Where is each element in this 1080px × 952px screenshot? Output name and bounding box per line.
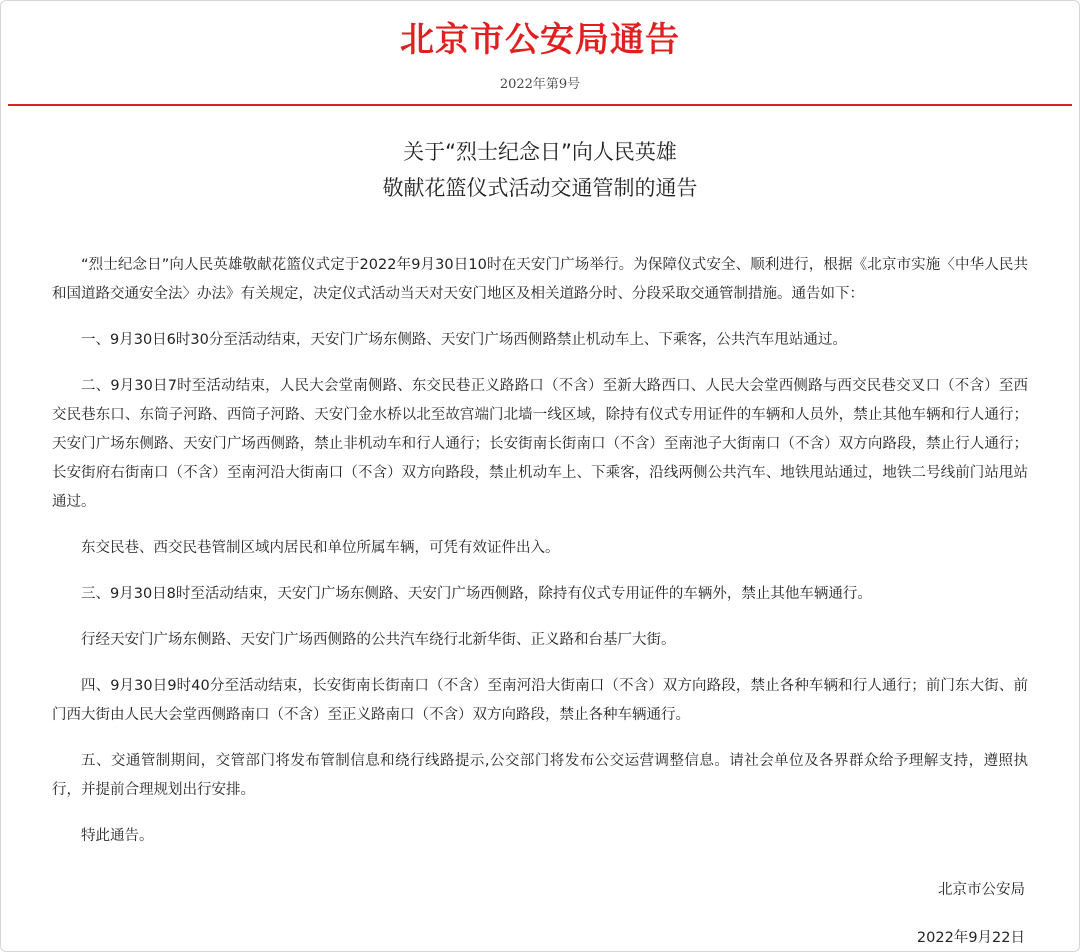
issuer-signature: 北京市公安局 [938, 882, 1025, 898]
document-number: 2022年第9号 [499, 77, 581, 92]
notice-body [52, 251, 1028, 868]
issuer-heading: 北京市公安局通告 [400, 20, 680, 60]
clause-3-note-paragraph: 行经天安门广场东侧路、天安门广场西侧路的公共汽车绕行北新华街、正义路和台基厂大街。 [81, 632, 676, 648]
clause-2-note-paragraph: 东交民巷、西交民巷管制区域内居民和单位所属车辆，可凭有效证件出入。 [81, 540, 560, 556]
notice-title [0, 134, 1080, 206]
notice-title-line-1: 关于“烈士纪念日”向人民英雄 [403, 140, 677, 164]
clause-3-paragraph: 三、9月30日8时至活动结束，天安门广场东侧路、天安门广场西侧路，除持有仪式专用证件的车辆外，禁止其他车辆通行。 [81, 586, 872, 602]
closing-paragraph: 特此通告。 [81, 828, 154, 844]
clause-2-paragraph: 二、9月30日7时至活动结束，人民大会堂南侧路、东交民巷正义路路口（不含）至新大路西口、人民大会堂西侧路与西交民巷交叉口（不含）至西交民巷东口、东筒子河路、西筒子河路、天安门金水桥以北至故宫端门北墙一线区域，除持有仪式专用证件的车辆和人员外，禁止其他车辆和行人通行；天安门广场东侧路、天安门广场西侧路，禁止非机动车和行人通行；长安街南长街南口（不含）至南池子大街南口（不含）双方向路段，禁止行人通行；长安街府右街南口（不含）至南河沿大街南口（不含）双方向路段，禁止机动车上、下乘客，沿线两侧公共汽车、地铁甩站通过，地铁二号线前门站甩站通过。 [52, 378, 1028, 510]
intro-paragraph: “烈士纪念日”向人民英雄敬献花篮仪式定于2022年9月30日10时在天安门广场举行。为保障仪式安全、顺利进行，根据《北京市实施〈中华人民共和国道路交通安全法〉办法》有关规定，决定仪式活动当天对天安门地区及相关道路分时、分段采取交通管制措施。通告如下： [52, 257, 1028, 302]
red-divider [8, 104, 1072, 106]
notice-title-line-2: 敬献花篮仪式活动交通管制的通告 [382, 176, 698, 200]
clause-4-paragraph: 四、9月30日9时40分至活动结束，长安街南长街南口（不含）至南河沿大街南口（不含）双方向路段，禁止各种车辆和行人通行；前门东大街、前门西大街由人民大会堂西侧路南口（不含）至正义路南口（不含）双方向路段，禁止各种车辆通行。 [52, 678, 1028, 723]
clause-1-paragraph: 一、9月30日6时30分至活动结束，天安门广场东侧路、天安门广场西侧路禁止机动车上、下乘客，公共汽车甩站通过。 [81, 332, 847, 348]
issue-date: 2022年9月22日 [916, 930, 1025, 946]
clause-5-paragraph: 五、交通管制期间，交管部门将发布管制信息和绕行线路提示,公交部门将发布公交运营调整信息。请社会单位及各界群众给予理解支持，遵照执行，并提前合理规划出行安排。 [52, 753, 1028, 798]
